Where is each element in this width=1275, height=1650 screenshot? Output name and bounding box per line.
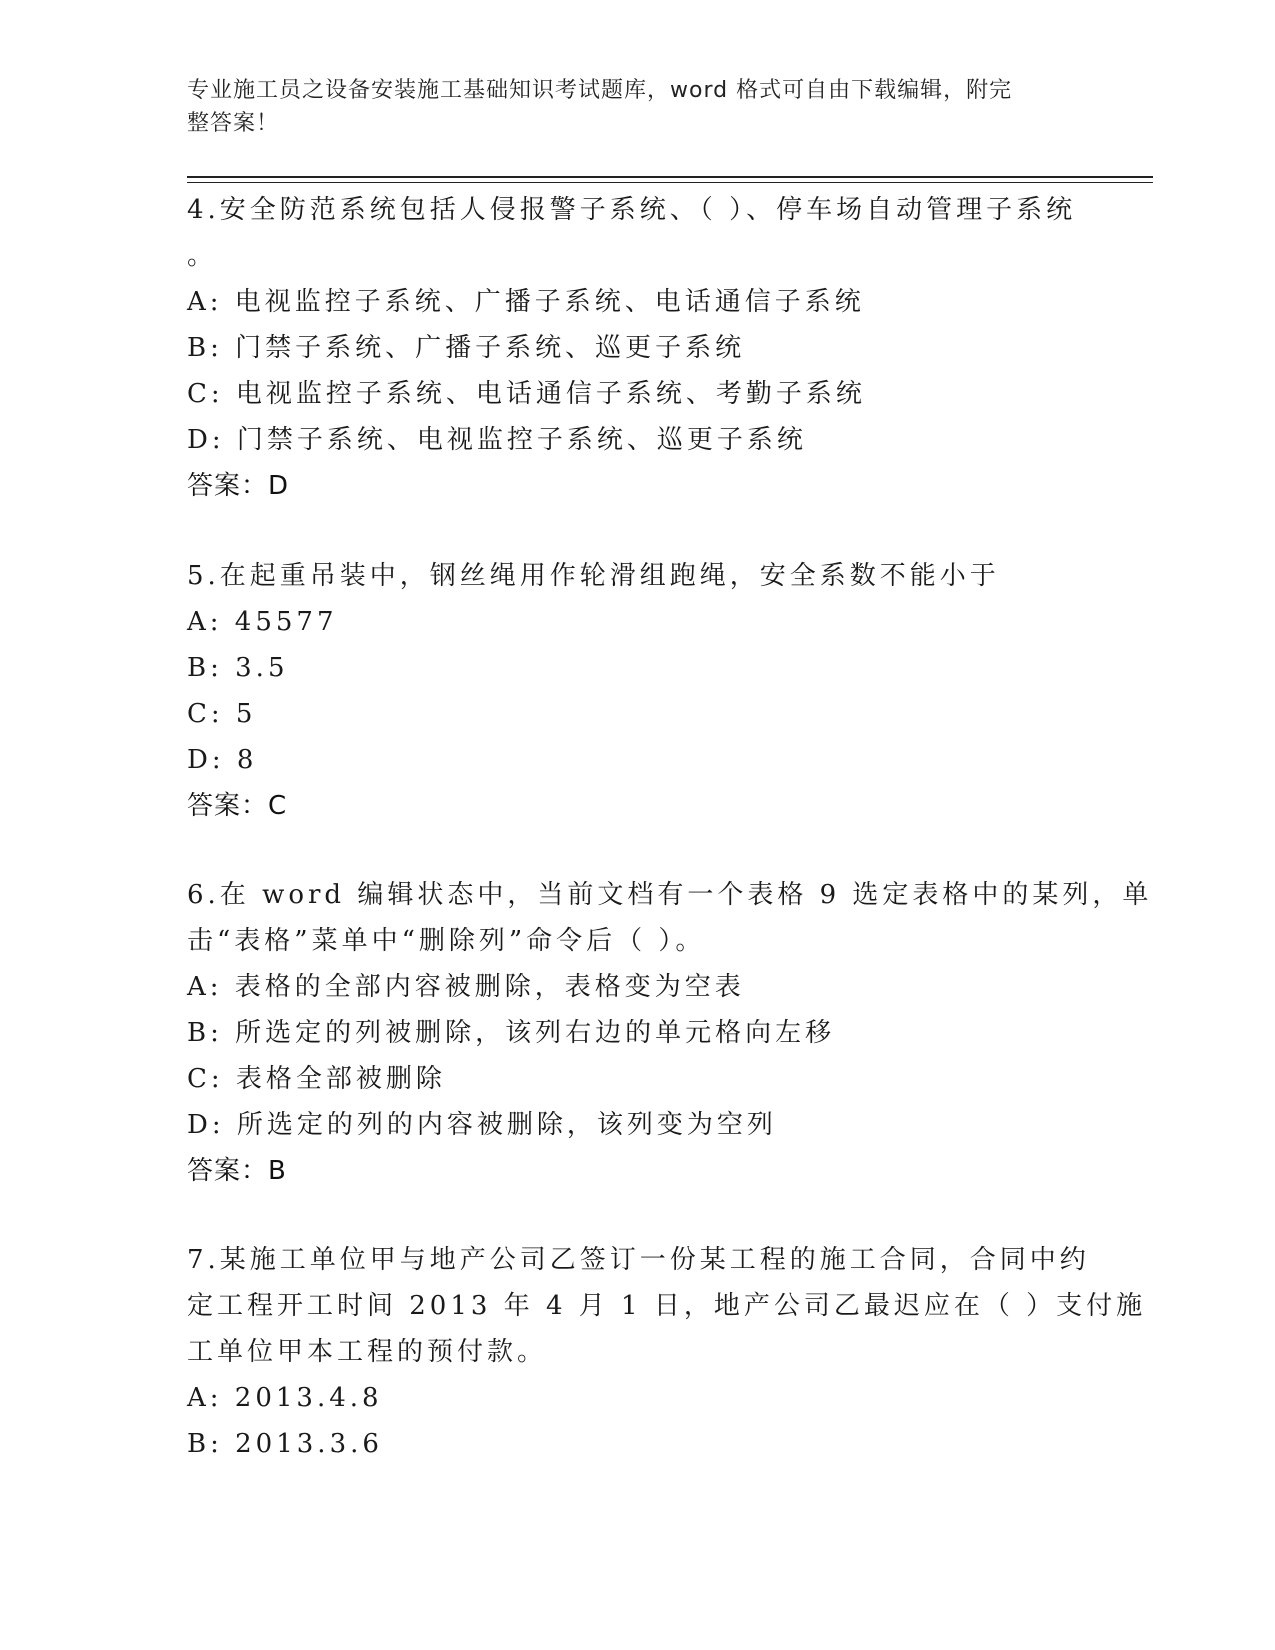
option-c: C: 5: [187, 699, 257, 729]
option-a: A: 电视监控子系统、广播子系统、电话通信子系统: [187, 287, 865, 317]
question-stem-line: 工单位甲本工程的预付款。: [187, 1337, 548, 1367]
document-header: [187, 74, 1067, 140]
question-stem-line: 定工程开工时间 2013 年 4 月 1 日，地产公司乙最迟应在（ ）支付施: [187, 1291, 1147, 1321]
option-d: D: 8: [187, 745, 258, 775]
option-b: B: 门禁子系统、广播子系统、巡更子系统: [187, 333, 746, 363]
option-d: D: 所选定的列的内容被删除，该列变为空列: [187, 1110, 777, 1140]
header-line-2: 整答案！: [187, 111, 280, 136]
header-divider-thick: [187, 176, 1153, 178]
question-6: [187, 872, 1153, 1194]
question-4: [187, 187, 1087, 509]
option-c: C: 表格全部被删除: [187, 1064, 446, 1094]
option-a: A: 2013.4.8: [187, 1383, 383, 1413]
question-stem-line: 4.安全防范系统包括人侵报警子系统、（ ）、停车场自动管理子系统: [187, 195, 1077, 225]
option-b: B: 所选定的列被删除，该列右边的单元格向左移: [187, 1018, 836, 1048]
option-b: B: 2013.3.6: [187, 1429, 383, 1459]
question-stem-line: 6.在 word 编辑状态中，当前文档有一个表格 9 选定表格中的某列，单: [187, 880, 1153, 910]
option-a: A: 表格的全部内容被删除，表格变为空表: [187, 972, 745, 1002]
question-5: [187, 553, 1087, 829]
header-divider-thin: [187, 182, 1153, 183]
answer-label: 答案：D: [187, 471, 290, 501]
question-stem-line: 5.在起重吊装中，钢丝绳用作轮滑组跑绳，安全系数不能小于: [187, 561, 1000, 591]
answer-label: 答案：B: [187, 1156, 287, 1186]
option-a: A: 45577: [187, 607, 338, 637]
question-stem-line: 7.某施工单位甲与地产公司乙签订一份某工程的施工合同，合同中约: [187, 1245, 1090, 1275]
option-c: C: 电视监控子系统、电话通信子系统、考勤子系统: [187, 379, 866, 409]
option-d: D: 门禁子系统、电视监控子系统、巡更子系统: [187, 425, 807, 455]
question-7: [187, 1237, 1147, 1467]
question-stem-line: 击“表格”菜单中“删除列”命令后（ ）。: [187, 926, 706, 956]
option-b: B: 3.5: [187, 653, 289, 683]
header-line-1: 专业施工员之设备安装施工基础知识考试题库，word 格式可自由下载编辑，附完: [187, 78, 1013, 103]
question-stem-line: 。: [187, 241, 218, 271]
answer-label: 答案：C: [187, 791, 288, 821]
